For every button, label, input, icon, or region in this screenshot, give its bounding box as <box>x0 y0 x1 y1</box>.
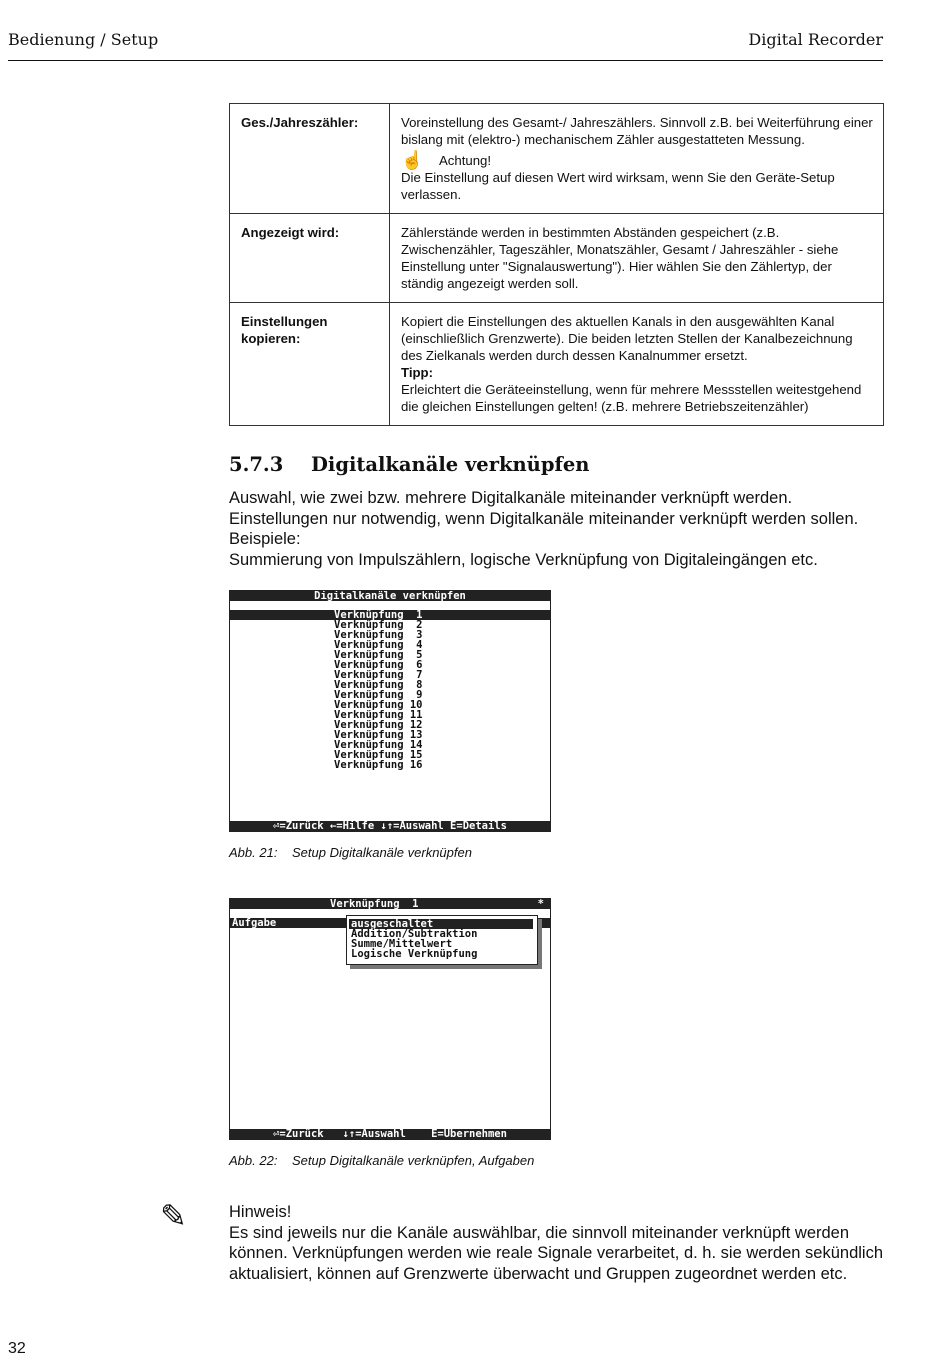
list-item-label: Verknüpfung 7 <box>334 669 423 681</box>
screen-footer: ⏎=Zurück ↓↑=Auswahl E=Übernehmen <box>230 1129 550 1139</box>
section-intro <box>229 488 884 570</box>
screen-footer: ⏎=Zurück ←=Hilfe ↓↑=Auswahl E=Details <box>230 821 550 831</box>
list-item-label: Verknüpfung 13 <box>334 729 423 741</box>
caption-text: Setup Digitalkanäle verknüpfen <box>292 845 472 860</box>
list-item[interactable] <box>230 760 550 770</box>
recorder-screen-task-select <box>229 898 551 1140</box>
screen-title: Digitalkanäle verknüpfen <box>230 591 550 601</box>
table-row <box>230 303 884 426</box>
section-heading <box>229 453 589 476</box>
hint-title: Hinweis! <box>229 1203 292 1221</box>
examples-text: Summierung von Impulszählern, logische Verknüpfung von Digitaleingängen etc. <box>229 550 818 569</box>
header-left: Bedienung / Setup <box>8 30 159 49</box>
examples-label: Beispiele: <box>229 530 301 548</box>
list-item-label: Verknüpfung 1 <box>334 609 423 621</box>
list-item-label: Verknüpfung 5 <box>334 649 423 661</box>
list-item-label: Verknüpfung 16 <box>334 759 423 771</box>
recorder-screen-channel-list <box>229 590 551 832</box>
page-number: 32 <box>8 1340 26 1357</box>
description-text: Zählerstände werden in bestimmten Abständen gespeichert (z.B. Zwischenzähler, Tageszähler, Monatszähler, Gesamt / Jahreszähler - siehe Einstellung unter "Signalauswertung"). Hier wählen Sie den Zählertyp, der ständig angezeigt werden soll. <box>401 225 839 291</box>
figure-caption <box>229 1153 534 1168</box>
field-label: Aufgabe <box>232 917 277 929</box>
list-item-label: Verknüpfung 9 <box>334 689 423 701</box>
modified-marker: * <box>537 899 544 909</box>
note-label: Achtung! <box>439 153 492 168</box>
task-dropdown <box>346 915 538 965</box>
screen-title: Verknüpfung 1 <box>330 899 419 909</box>
row-description <box>390 214 884 303</box>
hint-block <box>229 1202 889 1284</box>
dropdown-option[interactable]: Logische Verknüpfung <box>351 948 478 960</box>
section-title: Digitalkanäle verknüpfen <box>311 453 590 476</box>
hint-text: Es sind jeweils nur die Kanäle auswählbar, die sinnvoll miteinander verknüpft werden können. Verknüpfungen werden wie reale Signale verarbeitet, d. h. sie werden sekündlich aktualisiert, können auf Grenzwerte überwacht und Gruppen zugeordnet werden etc. <box>229 1223 883 1283</box>
row-key: Einstellungen kopieren: <box>230 303 390 426</box>
caption-label: Abb. 21: <box>229 845 278 860</box>
row-key: Angezeigt wird: <box>230 214 390 303</box>
list-item-label: Verknüpfung 12 <box>334 719 423 731</box>
pencil-note-icon: ✎ <box>160 1198 187 1234</box>
figure-caption <box>229 845 472 860</box>
list-item-label: Verknüpfung 6 <box>334 659 423 671</box>
list-item-label: Verknüpfung 14 <box>334 739 423 751</box>
section-number: 5.7.3 <box>229 453 284 476</box>
list-item-label: Verknüpfung 2 <box>334 619 423 631</box>
header-right: Digital Recorder <box>748 30 883 49</box>
dropdown-option[interactable]: Summe/Mittelwert <box>351 938 453 950</box>
list-item-label: Verknüpfung 4 <box>334 639 423 651</box>
note-line <box>401 152 873 169</box>
description-text: Erleichtert die Geräteeinstellung, wenn für mehrere Messstellen weitestgehend die gleichen Einstellungen gelten! (z.B. mehrere Betriebszeitenzähler) <box>401 382 862 414</box>
list-item-label: Verknüpfung 15 <box>334 749 423 761</box>
tip-label: Tipp: <box>401 365 433 380</box>
table-row <box>230 104 884 214</box>
row-description <box>390 303 884 426</box>
dropdown-option[interactable]: ausgeschaltet <box>349 919 533 929</box>
parameter-table <box>229 103 884 426</box>
intro-text: Auswahl, wie zwei bzw. mehrere Digitalkanäle miteinander verknüpft werden. Einstellungen nur notwendig, wenn Digitalkanäle miteinander verknüpft werden sollen. <box>229 489 859 528</box>
row-key: Ges./Jahreszähler: <box>230 104 390 214</box>
description-text: Voreinstellung des Gesamt-/ Jahreszählers. Sinnvoll z.B. bei Weiterführung einer bislang mit (elektro-) mechanischem Zähler ausgestatteten Messung. <box>401 115 873 147</box>
table-row <box>230 214 884 303</box>
description-text: Kopiert die Einstellungen des aktuellen Kanals in den ausgewählten Kanal (einschließlich Grenzwerte). Die beiden letzten Stellen der Kanalbezeichnung des Zielkanals werden durch dessen Kanalnummer ersetzt. <box>401 314 853 363</box>
list-item-label: Verknüpfung 8 <box>334 679 423 691</box>
dropdown-option[interactable]: Addition/Subtraktion <box>351 928 478 940</box>
description-text: Die Einstellung auf diesen Wert wird wirksam, wenn Sie den Geräte-Setup verlassen. <box>401 170 835 202</box>
caption-label: Abb. 22: <box>229 1153 278 1168</box>
screen-title-bar <box>230 899 550 909</box>
list-item-label: Verknüpfung 11 <box>334 709 423 721</box>
row-description <box>390 104 884 214</box>
list-item-label: Verknüpfung 10 <box>334 699 423 711</box>
caption-text: Setup Digitalkanäle verknüpfen, Aufgaben <box>292 1153 535 1168</box>
pointing-hand-icon: ☝ <box>401 150 424 170</box>
header-rule <box>8 60 883 61</box>
list-item-label: Verknüpfung 3 <box>334 629 423 641</box>
